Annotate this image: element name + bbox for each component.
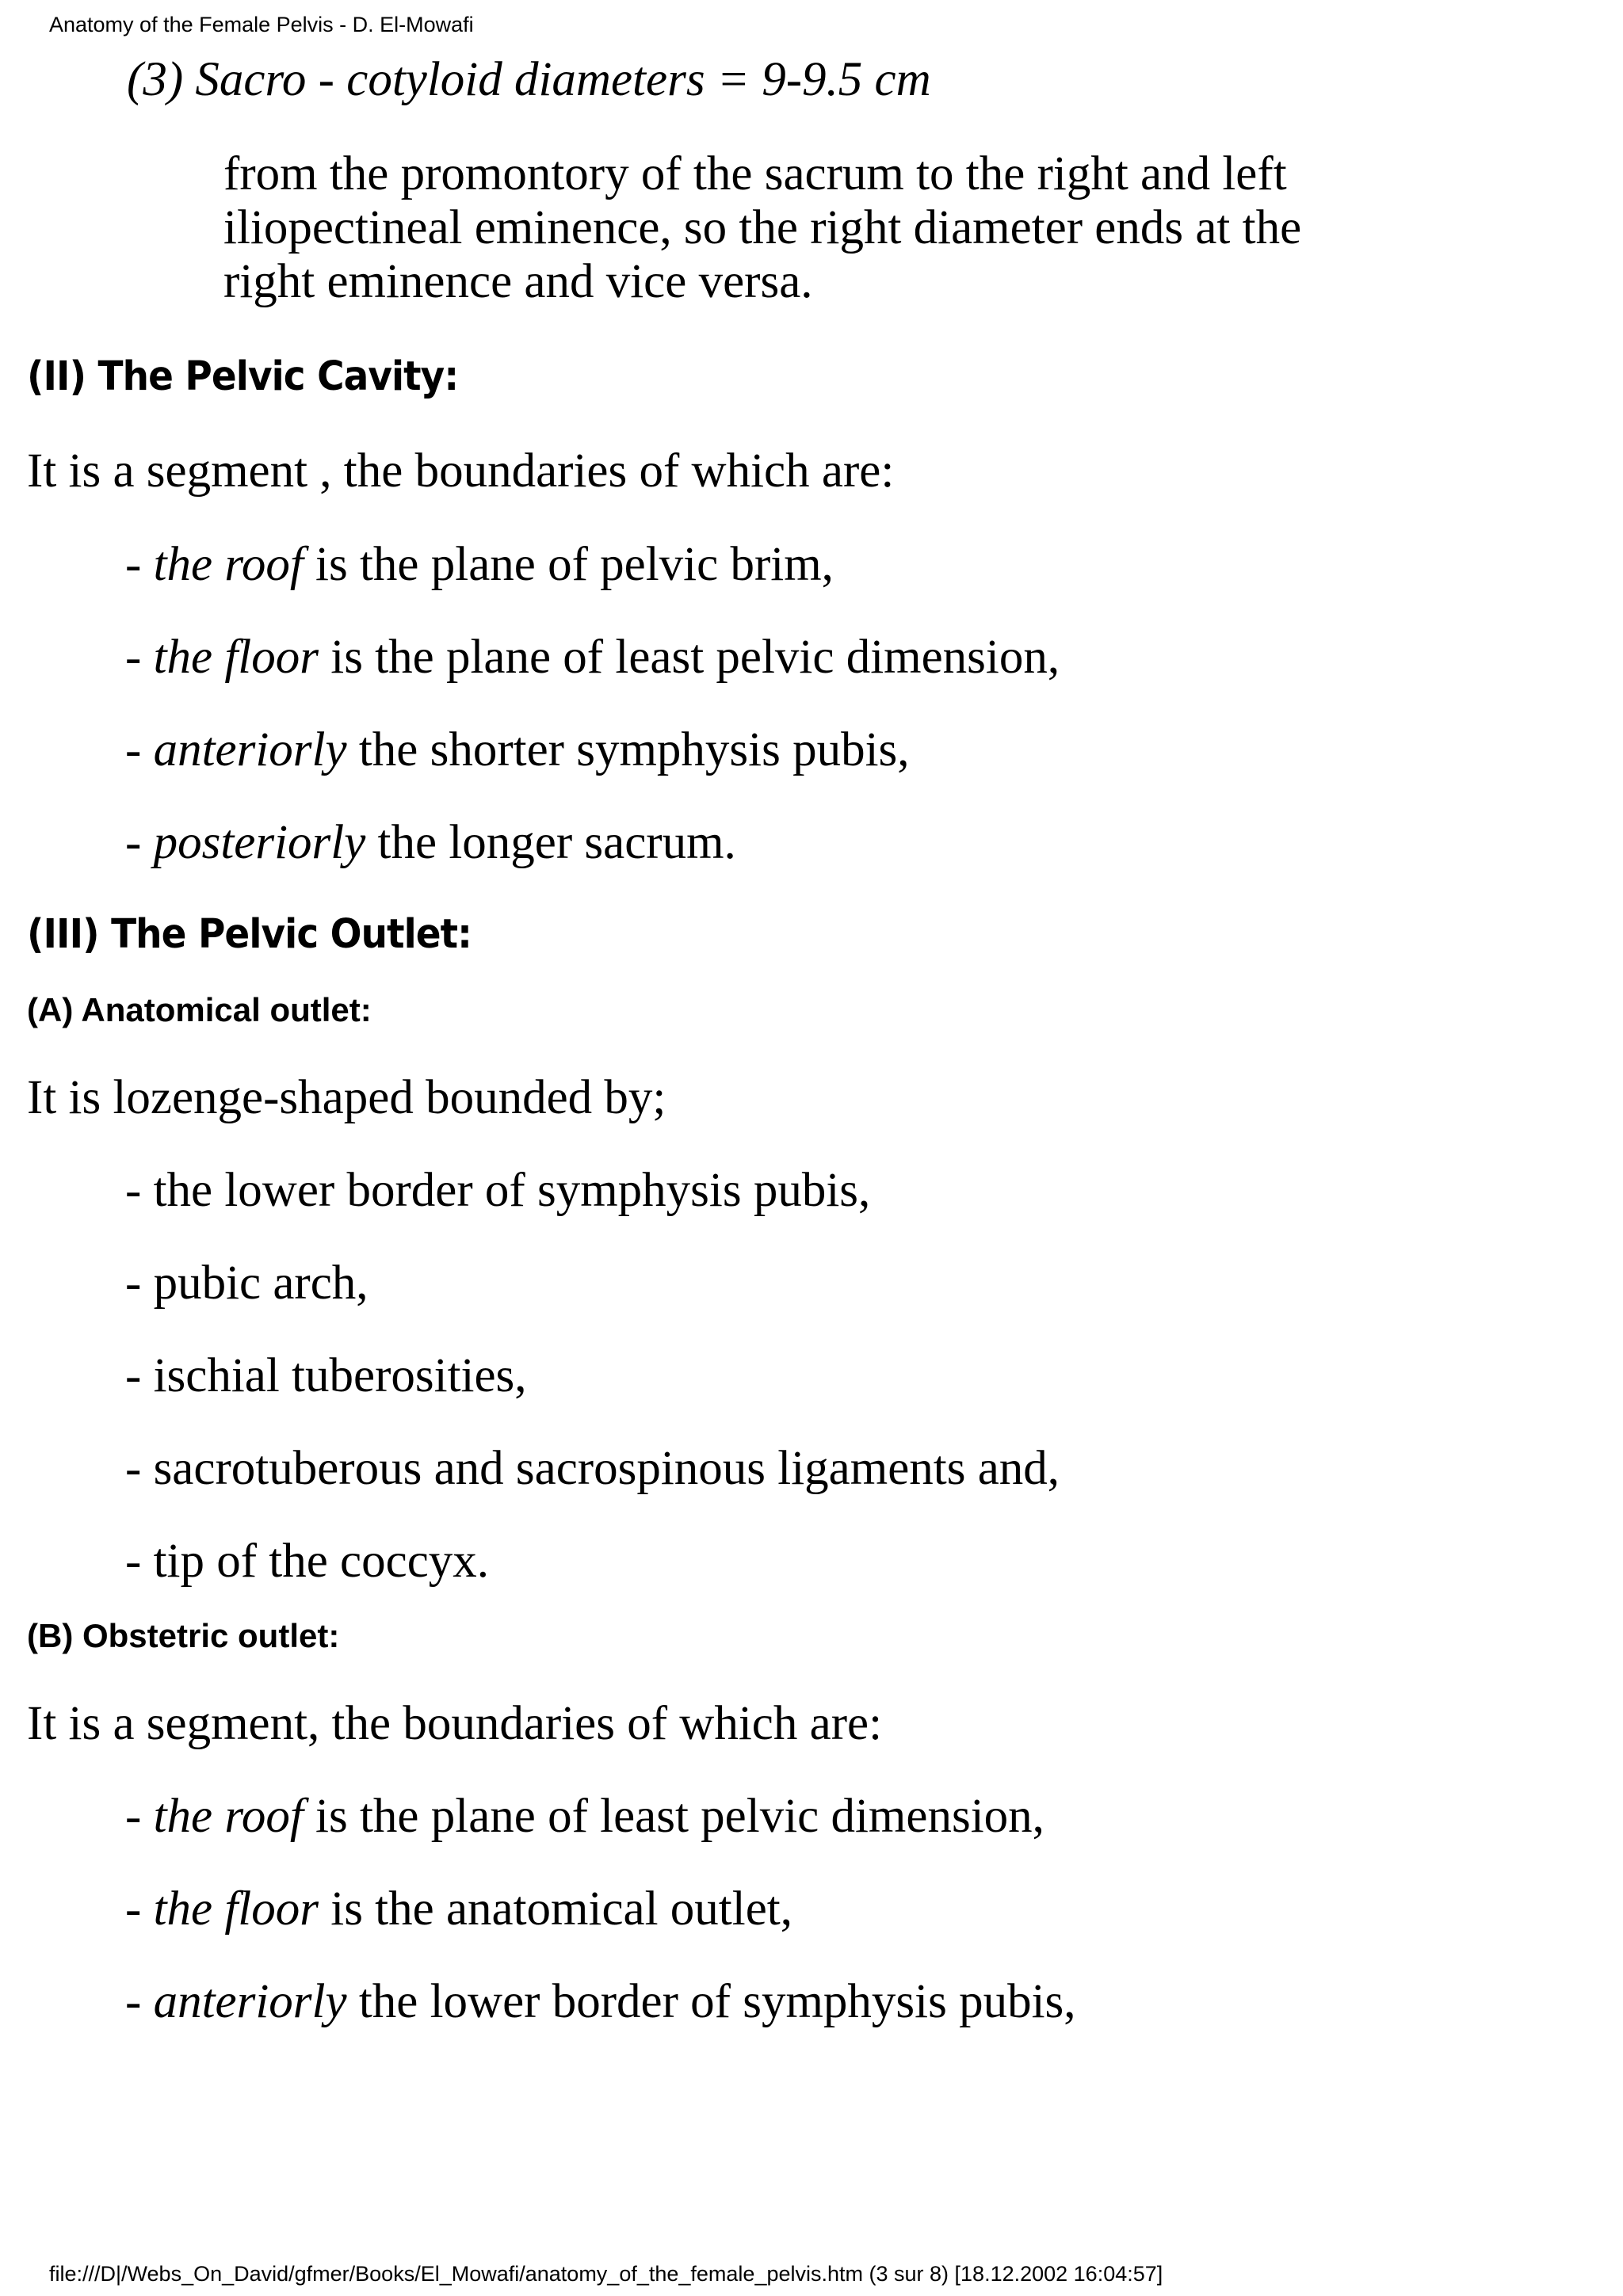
obstetric-boundary-item bbox=[125, 1974, 1076, 2030]
item-text: the longer sacrum. bbox=[365, 816, 736, 869]
obstetric-boundary-item bbox=[125, 1882, 792, 1937]
page-header-title: Anatomy of the Female Pelvis - D. El-Mowafi bbox=[49, 13, 474, 36]
anatomical-outlet-item: - pubic arch, bbox=[125, 1257, 369, 1310]
diameter-description-paragraph bbox=[223, 147, 1460, 309]
anatomical-outlet-item: - tip of the coccyx. bbox=[125, 1535, 490, 1588]
sacro-cotyloid-diameter-line: (3) Sacro - cotyloid diameters = 9-9.5 cm bbox=[127, 53, 931, 106]
item-prefix: - bbox=[125, 1975, 154, 2028]
obstetric-outlet-heading: (B) Obstetric outlet: bbox=[27, 1617, 340, 1654]
pelvic-cavity-heading: (II) The Pelvic Cavity: bbox=[27, 353, 459, 400]
anatomical-outlet-item: - the lower border of symphysis pubis, bbox=[125, 1164, 871, 1217]
anatomical-outlet-heading: (A) Anatomical outlet: bbox=[27, 991, 372, 1028]
item-text: is the plane of least pelvic dimension, bbox=[319, 631, 1060, 684]
page-footer-url: file:///D|/Webs_On_David/gfmer/Books/El_Mowafi/anatomy_of_the_female_pelvis.htm (3 sur 8) [18.12.2002 16:04:57] bbox=[49, 2262, 1163, 2286]
item-emphasis: anteriorly bbox=[153, 723, 347, 776]
pelvic-cavity-intro: It is a segment , the boundaries of which are: bbox=[27, 444, 895, 498]
anatomical-outlet-item: - ischial tuberosities, bbox=[125, 1349, 527, 1402]
paragraph-line: right eminence and vice versa. bbox=[223, 255, 813, 308]
cavity-boundary-item bbox=[125, 537, 834, 593]
item-text: is the plane of pelvic brim, bbox=[303, 538, 834, 591]
item-text: the shorter symphysis pubis, bbox=[346, 723, 910, 776]
item-emphasis: the floor bbox=[153, 1882, 319, 1936]
pelvic-outlet-heading: (III) The Pelvic Outlet: bbox=[27, 911, 472, 958]
item-text: the lower border of symphysis pubis, bbox=[346, 1975, 1076, 2028]
paragraph-line: iliopectineal eminence, so the right diameter ends at the bbox=[223, 201, 1302, 254]
item-prefix: - bbox=[125, 1790, 154, 1843]
obstetric-boundary-item bbox=[125, 1789, 1044, 1844]
item-text: is the anatomical outlet, bbox=[319, 1882, 792, 1936]
item-prefix: - bbox=[125, 1882, 154, 1936]
anatomical-outlet-intro: It is lozenge-shaped bounded by; bbox=[27, 1071, 666, 1124]
item-emphasis: anteriorly bbox=[153, 1975, 347, 2028]
anatomical-outlet-item: - sacrotuberous and sacrospinous ligaments and, bbox=[125, 1442, 1060, 1495]
obstetric-outlet-intro: It is a segment, the boundaries of which are: bbox=[27, 1697, 883, 1750]
item-prefix: - bbox=[125, 816, 154, 869]
item-emphasis: the roof bbox=[153, 538, 304, 591]
item-prefix: - bbox=[125, 631, 154, 684]
cavity-boundary-item bbox=[125, 723, 910, 778]
paragraph-line: from the promontory of the sacrum to the right and left bbox=[223, 147, 1287, 200]
item-text: is the plane of least pelvic dimension, bbox=[303, 1790, 1044, 1843]
item-prefix: - bbox=[125, 723, 154, 776]
item-emphasis: posteriorly bbox=[153, 816, 366, 869]
item-prefix: - bbox=[125, 538, 154, 591]
cavity-boundary-item bbox=[125, 815, 736, 871]
cavity-boundary-item bbox=[125, 630, 1060, 685]
item-emphasis: the roof bbox=[153, 1790, 304, 1843]
item-emphasis: the floor bbox=[153, 631, 319, 684]
